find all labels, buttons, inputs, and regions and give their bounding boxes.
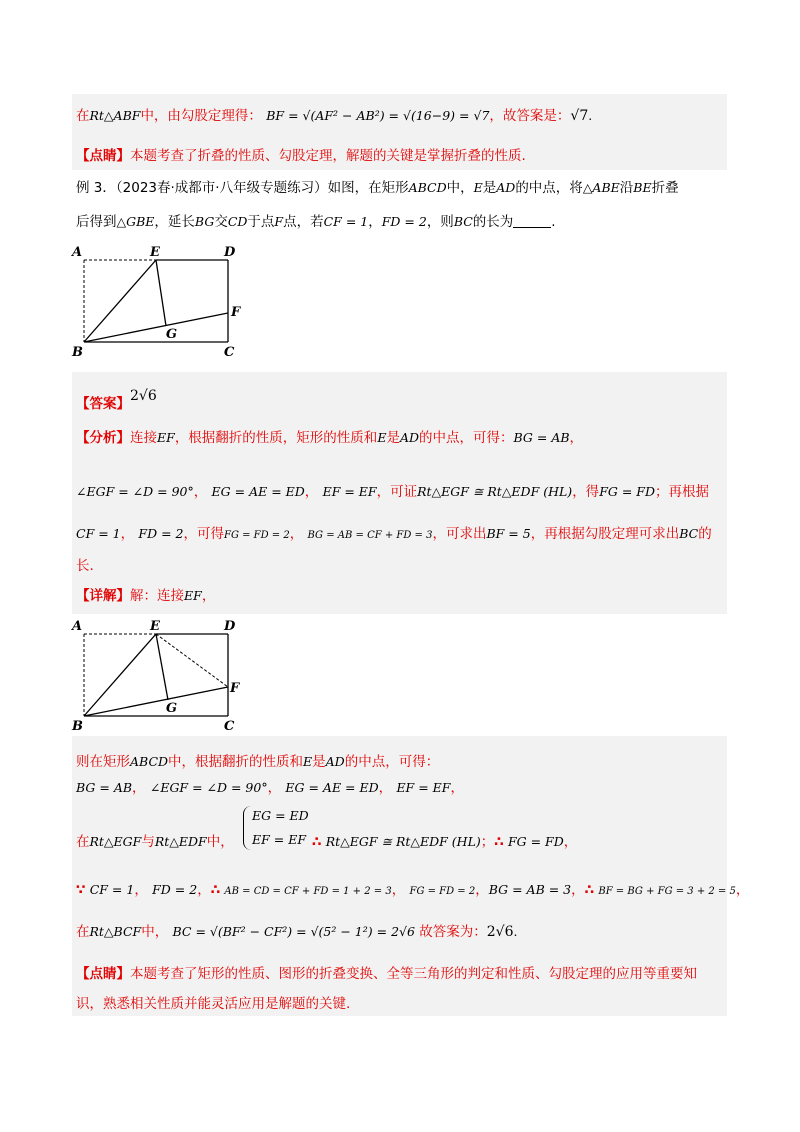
analysis-line-4: 长. [76,558,94,574]
analysis-line-3: CF = 1， FD = 2，可得FG = FD = 2， BG = AB = CF + FD = 3，可求出BF = 5，再根据勾股定理可求出BC的 [76,526,712,542]
label-f: F [231,305,241,320]
system-eq-2: EF = EF [252,832,307,847]
label-a: A [72,619,83,634]
label-b: B [72,719,83,734]
label-a: A [72,245,83,260]
label-c: C [224,345,235,360]
example-line-2: 后得到△GBE，延长BG交CD于点F点，若CF = 1，FD = 2，则BC的长为 . [76,214,556,230]
label-d: D [224,619,236,634]
label-b: B [72,345,83,360]
detail-line-3: 在Rt△EGF与Rt△EDF中， [76,834,234,850]
figure-2 [68,614,242,736]
detail-line-4: ∵ CF = 1， FD = 2，∴ AB = CD = CF + FD = 1 + 2 = 3， FG = FD = 2，BG = AB = 3，∴ BF = BG + FG = 3 + 2 = 5， [76,882,750,898]
detail-line-3-right: ∴ Rt△EGF ≅ Rt△EDF (HL)；∴ FG = FD， [312,834,578,850]
figure-1 [68,240,248,360]
label-c: C [224,719,235,734]
label-g: G [166,327,178,342]
label-e: E [150,619,160,634]
detail-line-5: 在Rt△BCF中， BC = √(BF² − CF²) = √(5² − 1²) = 2√6 故答案为：2√6. [76,924,518,940]
answer-line: 【答案】2√6 [76,388,157,412]
analysis-line-1: 【分析】连接EF，根据翻折的性质，矩形的性质和E是AD的中点，可得：BG = AB， [76,430,584,446]
comment-1: 【点睛】本题考查了折叠的性质、勾股定理，解题的关键是掌握折叠的性质. [76,148,526,164]
label-d: D [224,245,236,260]
detail-line-2: BG = AB， ∠EGF = ∠D = 90°， EG = AE = ED， EF = EF， [76,780,464,796]
detail-line-1: 则在矩形ABCD中，根据翻折的性质和E是AD的中点，可得： [76,754,440,770]
label-f: F [230,681,240,696]
analysis-line-2: ∠EGF = ∠D = 90°， EG = AE = ED， EF = EF，可证Rt△EGF ≅ Rt△EDF (HL)，得FG = FD；再根据 [76,484,709,500]
top-line: 在Rt△ABF中，由勾股定理得： BF = √(AF² − AB²) = √(16−9) = √7，故答案是：√7. [76,108,593,124]
example-line-1: 例 3．（2023春·成都市·八年级专题练习）如图，在矩形ABCD中，E是AD的中点，将△ABE沿BE折叠 [76,180,679,196]
segment-eg [156,260,166,326]
label-g: G [166,701,178,716]
label-e: E [150,245,160,260]
comment-2-line-1: 【点睛】本题考查了矩形的性质、图形的折叠变换、全等三角形的判定和性质、勾股定理的应用等重要知 [76,966,697,982]
system-eq-1: EG = ED [252,808,309,823]
answer-blank [513,214,551,228]
detail-intro: 【详解】解：连接EF， [76,588,216,604]
comment-2-line-2: 识，熟悉相关性质并能灵活应用是解题的关键. [76,996,351,1012]
